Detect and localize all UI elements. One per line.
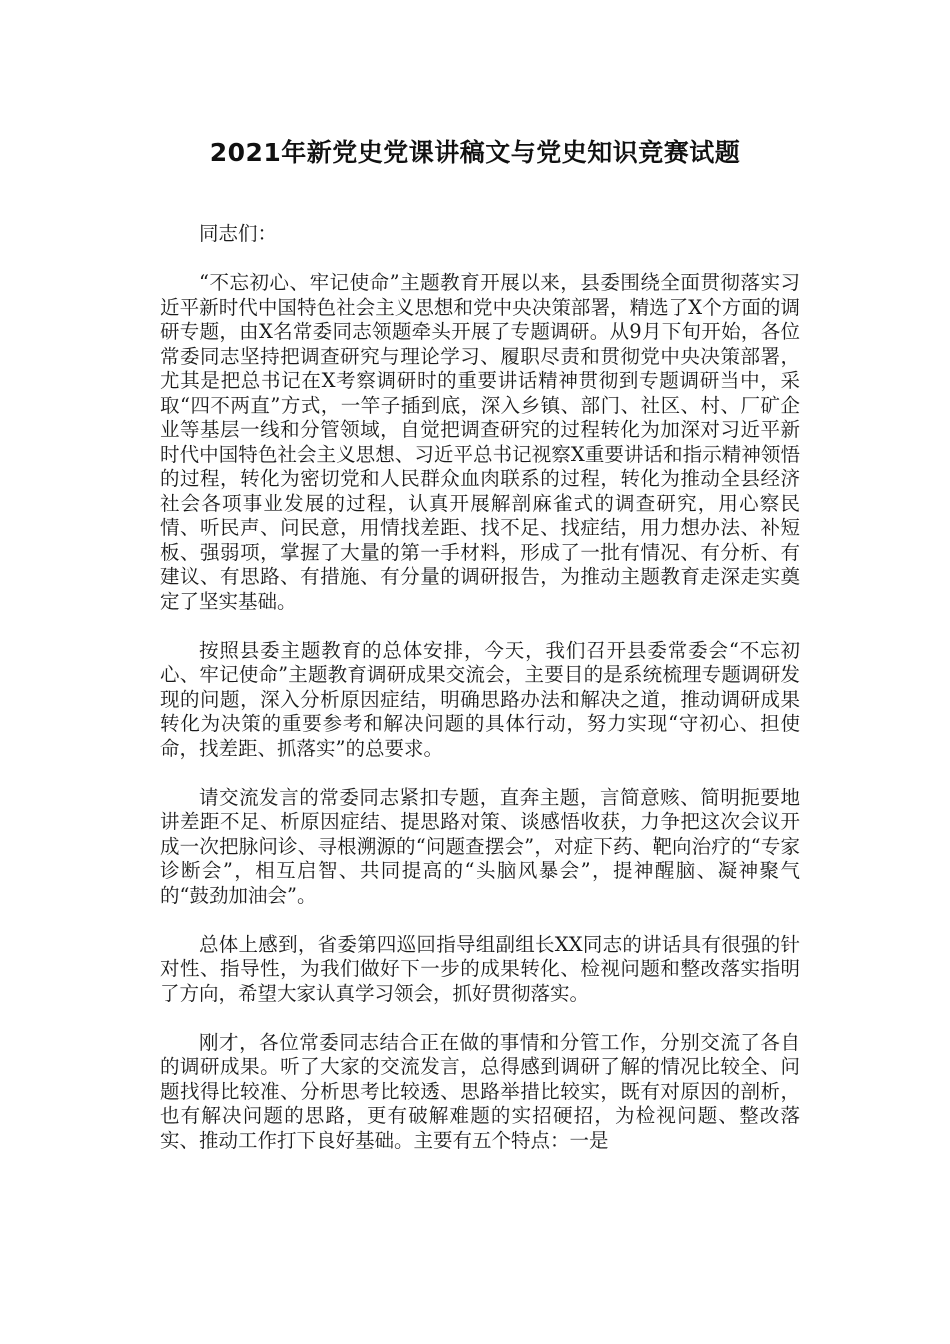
paragraph-2: 按照县委主题教育的总体安排，今天，我们召开县委常委会“不忘初心、牢记使命”主题教育调研成果交流会，主要目的是系统梳理专题调研发现的问题，深入分析原因症结，明确思路办法和解决之道，推动调研成果转化为决策的重要参考和解决问题的具体行动，努力实现“守初心、担使命，找差距、抓落实”的总要求。 bbox=[160, 638, 800, 760]
paragraph-1: “不忘初心、牢记使命”主题教育开展以来，县委围绕全面贯彻落实习近平新时代中国特色社会主义思想和党中央决策部署，精选了X个方面的调研专题，由X名常委同志领题牵头开展了专题调研。从9月下旬开始，各位常委同志坚持把调查研究与理论学习、履职尽责和贯彻党中央决策部署，尤其是把总书记在X考察调研时的重要讲话精神贯彻到专题调研当中，采取“四不两直”方式，一竿子插到底，深入乡镇、部门、社区、村、厂矿企业等基层一线和分管领域，自觉把调查研究的过程转化为加深对习近平新时代中国特色社会主义思想、习近平总书记视察X重要讲话和指示精神领悟的过程，转化为密切党和人民群众血肉联系的过程，转化为推动全县经济社会各项事业发展的过程，认真开展解剖麻雀式的调查研究，用心察民情、听民声、问民意，用情找差距、找不足、找症结，用力想办法、补短板、强弱项，掌握了大量的第一手材料，形成了一批有情况、有分析、有建议、有思路、有措施、有分量的调研报告，为推动主题教育走深走实奠定了坚实基础。 bbox=[160, 271, 800, 613]
paragraph-4: 总体上感到，省委第四巡回指导组副组长XX同志的讲话具有很强的针对性、指导性，为我们做好下一步的成果转化、检视问题和整改落实指明了方向，希望大家认真学习领会，抓好贯彻落实。 bbox=[160, 932, 800, 1005]
document-body bbox=[160, 222, 800, 1178]
paragraph-3: 请交流发言的常委同志紧扣专题，直奔主题，言简意赅、简明扼要地讲差距不足、析原因症结、提思路对策、谈感悟收获，力争把这次会议开成一次把脉问诊、寻根溯源的“问题查摆会”，对症下药、靶向治疗的“专家诊断会”，相互启智、共同提高的“头脑风暴会”，提神醒脑、凝神聚气的“鼓劲加油会”。 bbox=[160, 785, 800, 907]
document-title: 2021年新党史党课讲稿文与党史知识竞赛试题 bbox=[209, 138, 741, 167]
salutation: 同志们： bbox=[199, 222, 278, 245]
paragraph-5: 刚才，各位常委同志结合正在做的事情和分管工作，分别交流了各自的调研成果。听了大家的交流发言，总得感到调研了解的情况比较全、问题找得比较准、分析思考比较透、思路举措比较实，既有对原因的剖析，也有解决问题的思路，更有破解难题的实招硬招，为检视问题、整改落实、推动工作打下良好基础。主要有五个特点：一是 bbox=[160, 1030, 800, 1152]
